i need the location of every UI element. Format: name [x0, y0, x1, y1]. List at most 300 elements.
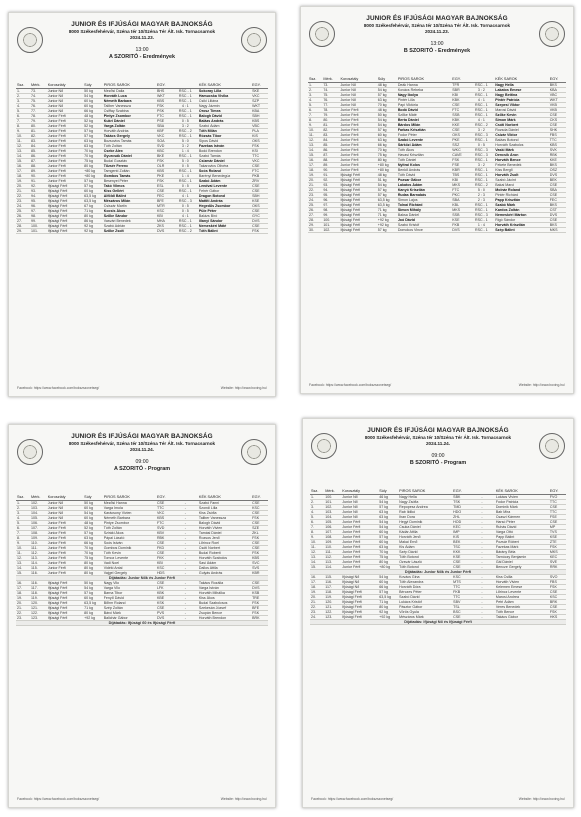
championship-title: JUNIOR ÉS IFJÚSÁGI MAGYAR BAJNOKSÁG [367, 427, 509, 434]
age-category: Junior Férfi [340, 138, 377, 143]
bout-number: 13. [16, 149, 30, 154]
age-category: Junior Férfi [47, 134, 83, 139]
red-corner-club: VKC [156, 511, 173, 516]
blue-corner-club: FSK [251, 516, 268, 521]
red-corner-boxer: Kis Ádám [398, 545, 452, 550]
age-category: Junior Nő [341, 495, 378, 500]
age-category: Junior Férfi [340, 128, 377, 133]
red-corner-boxer: Rab Ildikó [398, 510, 452, 515]
match-number: 106. [30, 521, 47, 526]
bout-result: 3 : 2 [468, 88, 494, 93]
age-category: Junior Férfi [47, 159, 83, 164]
red-corner-club: MTS [452, 580, 469, 585]
blue-corner-club: FSK [251, 229, 268, 234]
session-time: 09:00 [135, 459, 149, 465]
red-corner-boxer: Farkas Krisztián [397, 128, 451, 133]
red-corner-boxer: Tóth Botond [398, 555, 452, 560]
bout-result: - [469, 590, 495, 595]
website-link: Website: http://www.boxing.hu/ [220, 386, 267, 390]
blue-corner-club: MKS [549, 550, 566, 555]
match-number: 101. [324, 500, 341, 505]
age-category: Junior Férfi [47, 139, 83, 144]
red-corner-boxer: Besenyei Péter [103, 179, 156, 184]
blue-corner-boxer: Tóth Milán [198, 129, 251, 134]
weight-class: 60 kg [83, 189, 103, 194]
bout-result: - [173, 526, 198, 531]
red-corner-boxer: Kukri Dániel [103, 119, 156, 124]
bout-result: 0 : 5 [173, 184, 198, 189]
red-corner-club: TSL [452, 605, 469, 610]
blue-corner-boxer: Lőrincz Levente [495, 590, 549, 595]
age-category: Junior Nő [341, 510, 378, 515]
match-number: 119. [324, 595, 341, 600]
bout-result: RSC - 2 [173, 229, 198, 234]
blue-corner-club: ZKL [251, 531, 268, 536]
blue-corner-boxer: Takács Rozália [198, 581, 251, 586]
blue-corner-boxer: Sipos Dávid [198, 139, 251, 144]
bout-number: 14. [16, 154, 30, 159]
blue-corner-club: CSE [251, 511, 268, 516]
facebook-link: Facebook: https://www.facebook.com/bokszszovetseg/ [311, 797, 394, 801]
blue-corner-boxer: Papp Bálint [495, 535, 549, 540]
blue-corner-boxer: Horváth Szabolcs [494, 143, 548, 148]
blue-corner-boxer: Dallos Attila [198, 566, 251, 571]
bout-number: 1. [16, 501, 30, 506]
red-corner-boxer: Mészáros Márk [398, 615, 452, 620]
match-number: 117. [324, 585, 341, 590]
match-number: 94. [30, 194, 47, 199]
red-corner-club: CAVE [451, 153, 468, 158]
section-label: Díjátadás: Junior Nők és Junior Férfi [310, 570, 566, 575]
bout-number: 1. [310, 495, 324, 500]
red-corner-club: KBR [451, 168, 468, 173]
red-corner-club: FSE [451, 163, 468, 168]
bout-number: 24. [308, 198, 322, 203]
red-corner-club: HDO [452, 510, 469, 515]
blue-corner-boxer: Bakai Marci [494, 183, 548, 188]
bout-result: - [469, 550, 495, 555]
blue-corner-club: VKB [549, 108, 566, 113]
weight-class: 60 kg [83, 104, 103, 109]
red-corner-boxer: Tolnai Richárd [397, 203, 451, 208]
column-header: EGY. [156, 81, 173, 89]
blue-corner-boxer: Fodor Patricia [495, 500, 549, 505]
red-corner-boxer: Gyurcsák Dániel [103, 154, 156, 159]
bout-number: 20. [16, 601, 30, 606]
blue-corner-club: HKS [549, 615, 566, 620]
column-header: EGY. [251, 493, 268, 501]
red-corner-club: KSC [156, 209, 173, 214]
red-corner-boxer: Fodor Péter [397, 133, 451, 138]
blue-corner-boxer: Csóti Norbert [494, 123, 548, 128]
red-corner-boxer: Bérczes Péter [398, 590, 452, 595]
championship-title: JUNIOR ÉS IFJÚSÁGI MAGYAR BAJNOKSÁG [366, 15, 508, 22]
blue-corner-club: DVS [549, 213, 566, 218]
column-header: Ssz. [16, 493, 30, 501]
column-header: Súly [83, 81, 103, 89]
bout-result: RSC - 1 [173, 99, 198, 104]
red-corner-club: KSK [156, 601, 173, 606]
blue-corner-boxer: Hegedűs Zsombor [198, 204, 251, 209]
red-corner-boxer: Szőke Zsolt [103, 229, 156, 234]
red-corner-club: KBK [451, 118, 468, 123]
red-corner-club: DVS [451, 228, 468, 233]
red-corner-club: KBK [156, 591, 173, 596]
blue-corner-club: CSE [251, 189, 268, 194]
federation-logo-left [311, 433, 337, 459]
blue-corner-boxer: Szepesi Viktor [494, 103, 548, 108]
red-corner-boxer: Pápai László [103, 536, 156, 541]
weight-class: 80 kg [378, 560, 398, 565]
age-category: Junior Férfi [47, 526, 83, 531]
blue-corner-club: CSE [549, 193, 566, 198]
bout-result: - [173, 591, 198, 596]
age-category: Junior Nő [341, 515, 378, 520]
weight-class: 46 kg [378, 495, 398, 500]
bout-number: 22. [16, 194, 30, 199]
bout-result: 0 : 5 [173, 209, 198, 214]
blue-corner-boxer: Horváth Mihálka [198, 591, 251, 596]
red-corner-club: SVD [156, 144, 173, 149]
match-number: 75. [30, 99, 47, 104]
weight-class: 54 kg [378, 575, 398, 580]
match-number: 104. [30, 511, 47, 516]
weight-class: 60 kg [83, 516, 103, 521]
program-sheet-b-day2 [302, 418, 574, 808]
blue-corner-boxer: Tamási Dániel [198, 531, 251, 536]
age-category: Ifjúsági Férfi [341, 595, 378, 600]
weight-class: 70 kg [378, 550, 398, 555]
bout-result: RSC - 1 [173, 219, 198, 224]
red-corner-boxer: Budai Gusztáv [103, 159, 156, 164]
session-subtitle-text: B SZORITÓ - Eredmények [403, 48, 471, 54]
match-number: 114. [30, 561, 47, 566]
federation-logo-right [539, 21, 565, 47]
bout-number: 2. [308, 88, 322, 93]
bout-number: 3. [308, 93, 322, 98]
match-number: 93. [30, 189, 47, 194]
red-corner-club: FTC [156, 114, 173, 119]
match-number: 102. [322, 228, 339, 233]
red-corner-boxer: Takács Gergely [103, 134, 156, 139]
website-link: Website: http://www.boxing.hu/ [518, 797, 565, 801]
bout-number: 9. [16, 541, 30, 546]
age-category: Junior Férfi [47, 164, 83, 169]
match-number: 88. [30, 164, 47, 169]
blue-corner-boxer: Vaski Márk [494, 148, 548, 153]
blue-corner-club: BEK [549, 178, 566, 183]
blue-corner-club: KKE [549, 158, 566, 163]
age-category: Ifjúsági Férfi [47, 601, 83, 606]
weight-class: +92 kg [83, 616, 103, 621]
blue-corner-club: KBS [251, 556, 268, 561]
bout-number: 17. [16, 169, 30, 174]
bout-number: 4. [308, 98, 322, 103]
age-category: Ifjúsági Férfi [47, 586, 83, 591]
blue-corner-club: FSK [251, 536, 268, 541]
weight-class: 54 kg [83, 94, 103, 99]
blue-corner-club: CSE [251, 546, 268, 551]
bout-result: - [173, 596, 198, 601]
blue-corner-boxer: Kiss Ákos [198, 596, 251, 601]
bout-number: 3. [16, 511, 30, 516]
bout-result: RSC - 2 [468, 123, 494, 128]
blue-corner-club: KIS [251, 134, 268, 139]
bout-result: - [173, 571, 198, 576]
red-corner-club: PSE [156, 119, 173, 124]
section-label: Díjátadás: Ifjúsági 60 és Ifjúsági Férfi [16, 621, 268, 626]
red-corner-boxer: Makai Ernő [398, 540, 452, 545]
blue-corner-club: VBC [549, 93, 566, 98]
red-corner-boxer: Nagy Ibolya [397, 93, 451, 98]
match-number: 116. [324, 580, 341, 585]
match-number: 115. [324, 575, 341, 580]
red-corner-club: PKC [451, 193, 468, 198]
red-corner-club: FSK [156, 179, 173, 184]
blue-corner-club: CSE [549, 218, 566, 223]
age-category: Junior Férfi [47, 114, 83, 119]
bout-number: 19. [16, 179, 30, 184]
weight-class: 48 kg [83, 521, 103, 526]
blue-corner-club: FVO [549, 495, 566, 500]
red-corner-club: KBS [156, 169, 173, 174]
match-number: 76. [30, 104, 47, 109]
blue-corner-boxer: Szőke Kevin [494, 113, 548, 118]
column-header [468, 75, 494, 83]
age-category: Ifjúsági Nő [341, 580, 378, 585]
red-corner-club: DVS [156, 229, 173, 234]
blue-corner-club: SVO [549, 575, 566, 580]
bout-number: 17. [16, 586, 30, 591]
blue-corner-boxer: Budai Szabolcsos [198, 601, 251, 606]
bout-number: 8. [16, 124, 30, 129]
red-corner-club: TSC [452, 545, 469, 550]
bout-result: 1 : 4 [173, 149, 198, 154]
bout-number: 25. [16, 209, 30, 214]
event-date: 2024.11.24. [425, 441, 450, 446]
blue-corner-boxer: Csóti Norbert [198, 546, 251, 551]
blue-corner-boxer: Horváth Krisztián [494, 223, 548, 228]
red-corner-boxer: Csiffay Szabina [103, 109, 156, 114]
blue-corner-boxer: Rozsos Jenő [198, 536, 251, 541]
weight-class: +80 kg [378, 565, 398, 570]
bout-result: RSC - 3 [468, 213, 494, 218]
red-corner-club: KSC [452, 575, 469, 580]
blue-corner-boxer: Gulyás András [198, 571, 251, 576]
blue-corner-boxer: Fehér Gábor [198, 189, 251, 194]
age-category: Junior Nő [341, 500, 378, 505]
age-category: Ifjúsági Férfi [47, 616, 83, 621]
red-corner-boxer: Varga Vilo [103, 586, 156, 591]
table-header-row [16, 81, 268, 89]
match-number: 103. [324, 510, 341, 515]
blue-corner-boxer: Orosz Tímea [198, 109, 251, 114]
bout-result: RSC - 2 [173, 129, 198, 134]
weight-class: 80 kg [83, 571, 103, 576]
bout-number: 7. [16, 531, 30, 536]
bout-result: - [173, 531, 198, 536]
bout-result: 1 : 4 [468, 223, 494, 228]
red-corner-boxer: Tóth Kevin [103, 551, 156, 556]
age-category: Junior Nő [47, 511, 83, 516]
column-header: Mérk. [30, 493, 47, 501]
red-corner-boxer: Vasvári Benedek [103, 219, 156, 224]
sheet-header [9, 21, 275, 81]
column-header: PIROS SAROK [103, 493, 156, 501]
red-corner-boxer: Berta Dániel [397, 118, 451, 123]
column-header: Súly [377, 75, 397, 83]
blue-corner-club: CSE [251, 224, 268, 229]
blue-corner-club: CSE [549, 590, 566, 595]
blue-corner-club: TTC [549, 510, 566, 515]
weight-class: +80 kg [83, 169, 103, 174]
blue-corner-boxer: Bárány Béla [495, 550, 549, 555]
weight-class: 60 kg [377, 133, 397, 138]
age-category: Ifjúsági Férfi [47, 209, 83, 214]
bout-table [16, 493, 268, 626]
blue-corner-boxer: Bencze Gergely [495, 565, 549, 570]
age-category: Ifjúsági Férfi [340, 173, 377, 178]
red-corner-club: FSK [451, 158, 468, 163]
red-corner-boxer: Csuka Dániel [398, 525, 452, 530]
weight-class: 63 kg [377, 138, 397, 143]
bout-number: 6. [308, 108, 322, 113]
table-header-row [308, 75, 566, 83]
red-corner-club: KKE [451, 123, 468, 128]
red-corner-club: BFE [156, 199, 173, 204]
blue-corner-boxer: Tóth Bálint [198, 229, 251, 234]
age-category: Junior Férfi [47, 154, 83, 159]
bout-result: - [469, 535, 495, 540]
bout-result: - [469, 615, 495, 620]
weight-class: 60 kg [378, 540, 398, 545]
blue-corner-boxer: Simon Márk [494, 118, 548, 123]
column-header: KÉK SAROK [198, 81, 251, 89]
red-corner-boxer: Vadi Noel [103, 561, 156, 566]
red-corner-boxer: Alföldi Bálint [103, 194, 156, 199]
table-header-row [310, 487, 566, 495]
age-category: Ifjúsági Férfi [340, 188, 377, 193]
red-corner-club: KBL [451, 203, 468, 208]
blue-corner-club: MP [549, 525, 566, 530]
bout-number: 17. [310, 580, 324, 585]
bout-number: 18. [310, 585, 324, 590]
match-number: 121. [324, 605, 341, 610]
blue-corner-boxer: Lukács Vivien [495, 495, 549, 500]
match-number: 86. [322, 148, 339, 153]
weight-class: +92 kg [377, 218, 397, 223]
section-label: Díjátadás: Junior Nők és Junior Férfi [16, 576, 268, 581]
bout-number: 27. [308, 213, 322, 218]
red-corner-club: ESL [156, 184, 173, 189]
match-number: 107. [30, 526, 47, 531]
match-number: 100. [30, 224, 47, 229]
sheet-footer [17, 797, 267, 801]
blue-corner-club: FBS [549, 133, 566, 138]
bout-table-wrap [303, 487, 573, 625]
red-corner-club: WKC [451, 148, 468, 153]
blue-corner-boxer: Balogh Dávid [198, 114, 251, 119]
blue-corner-boxer: Dragon Botond [198, 194, 251, 199]
championship-title: JUNIOR ÉS IFJÚSÁGI MAGYAR BAJNOKSÁG [71, 21, 213, 28]
blue-corner-club: KBA [549, 88, 566, 93]
blue-corner-club: FSK [549, 585, 566, 590]
match-number: 101. [322, 223, 339, 228]
red-corner-boxer: Horváth Luca [103, 94, 156, 99]
match-number: 97. [30, 209, 47, 214]
bout-result: RSC - 1 [468, 108, 494, 113]
red-corner-boxer: Bárci Márk [103, 611, 156, 616]
weight-class: 57 kg [83, 129, 103, 134]
red-corner-boxer: Varga Imola [103, 506, 156, 511]
bout-result: - [469, 510, 495, 515]
bout-result: RSC - 1 [468, 173, 494, 178]
age-category: Junior Nő [47, 109, 83, 114]
blue-corner-boxer: Horváth Vivien [495, 580, 549, 585]
weight-class: 75 kg [83, 556, 103, 561]
bout-number: 28. [308, 218, 322, 223]
blue-corner-boxer: Sasi Ádám [198, 561, 251, 566]
red-corner-club: SBR [451, 88, 468, 93]
red-corner-boxer: Vörös Gyula [398, 610, 452, 615]
age-category: Junior Nő [340, 93, 377, 98]
weight-class: 48 kg [83, 114, 103, 119]
match-number: 116. [30, 581, 47, 586]
blue-corner-boxer: Gál Dániel [495, 560, 549, 565]
blue-corner-boxer: Pintér Patrícia [494, 98, 548, 103]
blue-corner-boxer: Szekesán József [198, 606, 251, 611]
red-corner-boxer: Simon Mihály [397, 208, 451, 213]
age-category: Junior Férfi [341, 535, 378, 540]
blue-corner-boxer: Nemeskéri Márton [494, 213, 548, 218]
age-category: Junior Férfi [341, 520, 378, 525]
weight-class: 51 kg [377, 178, 397, 183]
bout-number: 22. [310, 605, 324, 610]
blue-corner-club: KBS [251, 119, 268, 124]
bout-number: 7. [308, 113, 322, 118]
weight-class: 54 kg [378, 500, 398, 505]
bout-number: 12. [310, 550, 324, 555]
match-number: 99. [30, 219, 47, 224]
red-corner-club: KBV [156, 531, 173, 536]
blue-corner-boxer: Szabó Jácint [494, 178, 548, 183]
red-corner-club: CSE [156, 501, 173, 506]
blue-corner-club: GYC [251, 214, 268, 219]
weight-class: 60 kg [378, 580, 398, 585]
weight-class: 71 kg [377, 208, 397, 213]
match-number: 95. [30, 199, 47, 204]
bout-number: 25. [308, 203, 322, 208]
weight-class: 52 kg [83, 526, 103, 531]
red-corner-club: CSE [156, 581, 173, 586]
bout-number: 24. [310, 615, 324, 620]
bout-number: 13. [310, 555, 324, 560]
bout-result: - [173, 616, 198, 621]
blue-corner-club: SZE [251, 526, 268, 531]
red-corner-boxer: Lukács Kristóf [398, 600, 452, 605]
venue-address: 8000 Székesfehérvár, Széna tér 10/Széna Tér Ált. Isk. Tornacsarnok [363, 23, 511, 28]
age-category: Junior Férfi [47, 149, 83, 154]
facebook-link: Facebook: https://www.facebook.com/bokszszovetseg/ [17, 797, 100, 801]
age-category: Ifjúsági Férfi [47, 611, 83, 616]
match-number: 79. [322, 113, 339, 118]
match-number: 102. [30, 501, 47, 506]
bout-number: 15. [308, 153, 322, 158]
bout-number: 4. [16, 104, 30, 109]
match-number: 120. [30, 601, 47, 606]
blue-corner-club: FSK [549, 545, 566, 550]
session-subtitle [301, 48, 573, 54]
